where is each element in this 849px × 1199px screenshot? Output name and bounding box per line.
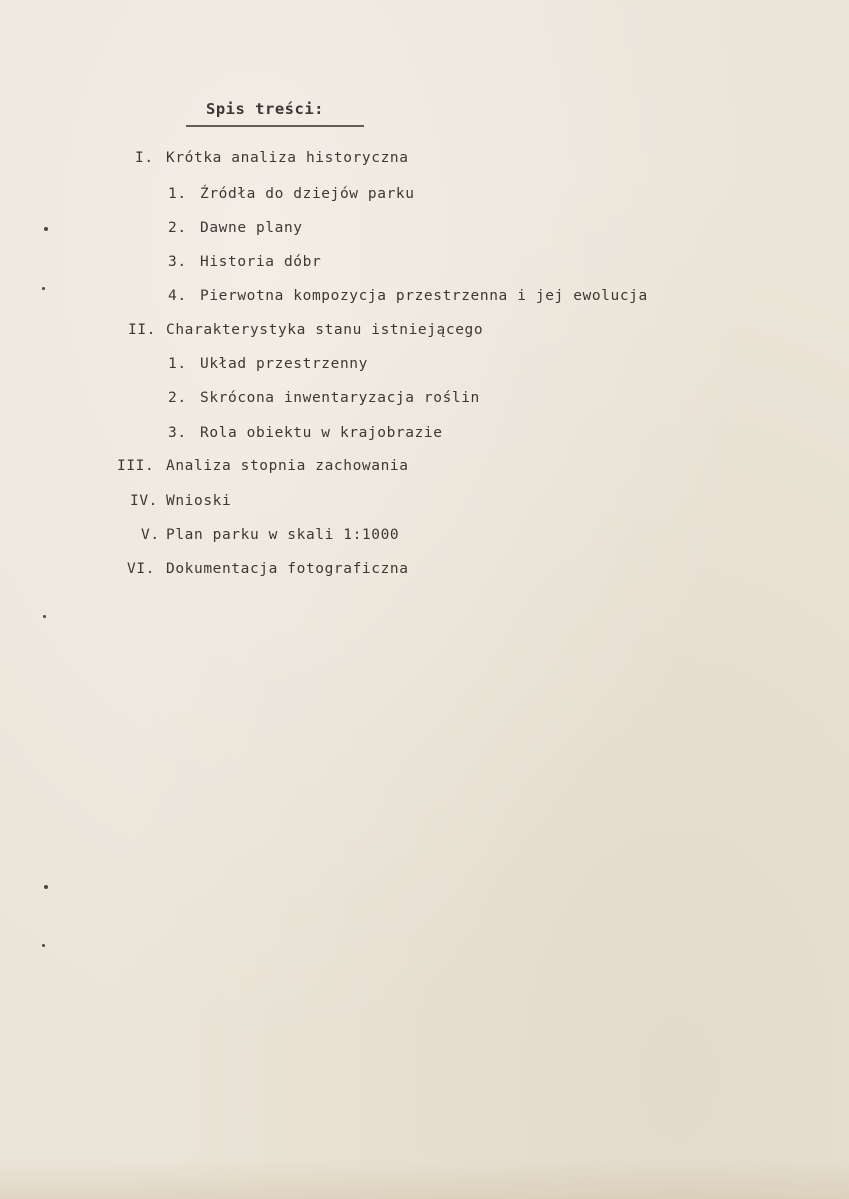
toc-number: 3. <box>168 425 187 441</box>
toc-number: 2. <box>168 220 187 236</box>
toc-title: Rola obiektu w krajobrazie <box>200 425 443 441</box>
toc-title: Układ przestrzenny <box>200 356 368 372</box>
toc-number: 3. <box>168 254 187 270</box>
toc-title: Plan parku w skali 1:1000 <box>166 527 400 543</box>
toc-number: VI. <box>127 561 155 577</box>
page-title: Spis treści: <box>206 100 324 118</box>
toc-number: I. <box>135 150 154 166</box>
toc-title: Skrócona inwentaryzacja roślin <box>200 390 480 406</box>
punch-mark <box>43 615 46 618</box>
toc-title: Wnioski <box>166 493 232 509</box>
punch-mark <box>42 944 45 947</box>
toc-title: Charakterystyka stanu istniejącego <box>166 322 484 338</box>
toc-title: Pierwotna kompozycja przestrzenna i jej ewolucja <box>200 288 648 304</box>
toc-title: Krótka analiza historyczna <box>166 150 409 166</box>
punch-mark <box>44 885 48 889</box>
toc-number: 4. <box>168 288 187 304</box>
toc-number: II. <box>128 322 156 338</box>
toc-number: 2. <box>168 390 187 406</box>
toc-number: 1. <box>168 356 187 372</box>
punch-mark <box>44 227 48 231</box>
toc-title: Dokumentacja fotograficzna <box>166 561 409 577</box>
toc-number: III. <box>117 458 155 474</box>
toc-number: V. <box>141 527 160 543</box>
punch-mark <box>42 287 45 290</box>
toc-number: IV. <box>130 493 158 509</box>
toc-title: Historia dóbr <box>200 254 322 270</box>
toc-number: 1. <box>168 186 187 202</box>
toc-title: Źródła do dziejów parku <box>200 186 415 202</box>
title-underline <box>186 125 364 127</box>
toc-title: Dawne plany <box>200 220 303 236</box>
toc-title: Analiza stopnia zachowania <box>166 458 409 474</box>
